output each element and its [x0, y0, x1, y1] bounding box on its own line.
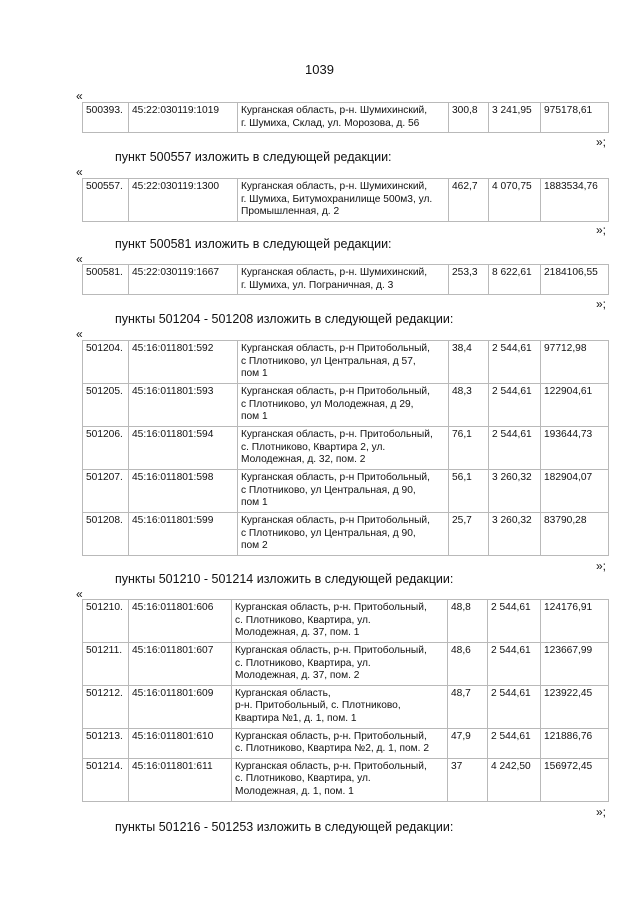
cadastral-number: 45:16:011801:598 — [129, 470, 238, 513]
address: Курганская область, р-н. Притобольный, с. Плотниково, Квартира №2, д. 1, пом. 2 — [232, 728, 448, 758]
table-row — [83, 179, 609, 222]
address: Курганская область, р-н. Шумихинский, г. Шумиха, Битумохранилище 500м3, ул. Промышленная, д. 2 — [238, 179, 449, 222]
area: 76,1 — [449, 427, 489, 470]
area: 253,3 — [449, 265, 489, 295]
address: Курганская область, р-н. Шумихинский, г. Шумиха, Склад, ул. Морозова, д. 56 — [238, 103, 449, 133]
address: Курганская область, р-н. Притобольный, с. Плотниково, Квартира №1, д. 1, пом. 1 — [232, 685, 448, 728]
cadastral-number: 45:16:011801:592 — [129, 341, 238, 384]
table-row — [83, 103, 609, 133]
cadastral-value: 97712,98 — [541, 341, 609, 384]
table-row — [83, 470, 609, 513]
rate: 2 544,61 — [488, 600, 541, 643]
address: Курганская область, р-н. Притобольный, с. Плотниково, Квартира, ул. Молодежная, д. 37, пом. 2 — [232, 643, 448, 686]
row-number: 501208. — [83, 513, 129, 556]
cadastral-value: 1883534,76 — [541, 179, 609, 222]
cadastral-value: 122904,61 — [541, 384, 609, 427]
cadastral-number: 45:16:011801:593 — [129, 384, 238, 427]
address: Курганская область, р-н. Притобольный, с. Плотниково, Квартира, ул. Молодежная, д. 37, пом. 1 — [232, 600, 448, 643]
rate: 3 241,95 — [489, 103, 541, 133]
cadastral-value: 123922,45 — [541, 685, 609, 728]
address: Курганская область, р-н Притобольный, с Плотниково, ул Молодежная, д 29, пом 1 — [238, 384, 449, 427]
address: Курганская область, р-н Притобольный, с Плотниково, ул Центральная, д 57, пом 1 — [238, 341, 449, 384]
cadastral-number: 45:22:030119:1667 — [129, 265, 238, 295]
rate: 3 260,32 — [489, 470, 541, 513]
area: 47,9 — [448, 728, 488, 758]
cadastral-number: 45:16:011801:611 — [129, 758, 232, 801]
row-number: 501206. — [83, 427, 129, 470]
rate: 2 544,61 — [489, 384, 541, 427]
page-number: 1039 — [305, 62, 334, 77]
area: 462,7 — [449, 179, 489, 222]
open-quote: « — [76, 252, 83, 266]
row-number: 501205. — [83, 384, 129, 427]
area: 48,7 — [448, 685, 488, 728]
cadastral-number: 45:16:011801:607 — [129, 643, 232, 686]
close-quote: »; — [596, 297, 607, 311]
area: 300,8 — [449, 103, 489, 133]
close-quote: »; — [596, 805, 607, 819]
cadastral-value: 83790,28 — [541, 513, 609, 556]
row-number: 501213. — [83, 728, 129, 758]
rate: 8 622,61 — [489, 265, 541, 295]
area: 25,7 — [449, 513, 489, 556]
property-table — [82, 264, 609, 295]
table-row — [83, 758, 609, 801]
address: Курганская область, р-н Притобольный, с Плотниково, ул Центральная, д 90, пом 1 — [238, 470, 449, 513]
table-row — [83, 643, 609, 686]
cadastral-value: 182904,07 — [541, 470, 609, 513]
instruction-text: пункты 501204 - 501208 изложить в следующей редакции: — [115, 312, 454, 326]
cadastral-value: 2184106,55 — [541, 265, 609, 295]
cadastral-value: 975178,61 — [541, 103, 609, 133]
table-row — [83, 728, 609, 758]
table-row — [83, 685, 609, 728]
cadastral-value: 193644,73 — [541, 427, 609, 470]
table-row — [83, 265, 609, 295]
rate: 3 260,32 — [489, 513, 541, 556]
rate: 2 544,61 — [488, 728, 541, 758]
row-number: 501211. — [83, 643, 129, 686]
close-quote: »; — [596, 223, 607, 237]
table-row — [83, 600, 609, 643]
cadastral-number: 45:22:030119:1300 — [129, 179, 238, 222]
row-number: 501207. — [83, 470, 129, 513]
address: Курганская область, р-н. Шумихинский, г. Шумиха, ул. Пограничная, д. 3 — [238, 265, 449, 295]
close-quote: »; — [596, 135, 607, 149]
cadastral-number: 45:16:011801:609 — [129, 685, 232, 728]
open-quote: « — [76, 89, 83, 103]
rate: 4 070,75 — [489, 179, 541, 222]
address: Курганская область, р-н. Притобольный, с. Плотниково, Квартира 2, ул. Молодежная, д. 32, пом. 2 — [238, 427, 449, 470]
cadastral-value: 123667,99 — [541, 643, 609, 686]
cadastral-number: 45:16:011801:599 — [129, 513, 238, 556]
instruction-text: пункты 501210 - 501214 изложить в следующей редакции: — [115, 572, 454, 586]
area: 37 — [448, 758, 488, 801]
address: Курганская область, р-н Притобольный, с Плотниково, ул Центральная, д 90, пом 2 — [238, 513, 449, 556]
area: 48,3 — [449, 384, 489, 427]
address: Курганская область, р-н. Притобольный, с. Плотниково, Квартира, ул. Молодежная, д. 1, пом. 1 — [232, 758, 448, 801]
row-number: 501210. — [83, 600, 129, 643]
cadastral-number: 45:16:011801:594 — [129, 427, 238, 470]
property-table — [82, 340, 609, 556]
rate: 2 544,61 — [489, 341, 541, 384]
cadastral-number: 45:22:030119:1019 — [129, 103, 238, 133]
cadastral-value: 156972,45 — [541, 758, 609, 801]
rate: 2 544,61 — [488, 685, 541, 728]
open-quote: « — [76, 327, 83, 341]
table-row — [83, 384, 609, 427]
rate: 2 544,61 — [489, 427, 541, 470]
cadastral-number: 45:16:011801:610 — [129, 728, 232, 758]
instruction-text: пункт 500581 изложить в следующей редакции: — [115, 237, 392, 251]
property-table — [82, 178, 609, 222]
area: 48,6 — [448, 643, 488, 686]
area: 48,8 — [448, 600, 488, 643]
table-row — [83, 341, 609, 384]
rate: 2 544,61 — [488, 643, 541, 686]
instruction-text: пункт 500557 изложить в следующей редакции: — [115, 150, 392, 164]
area: 38,4 — [449, 341, 489, 384]
close-quote: »; — [596, 559, 607, 573]
instruction-text: пункты 501216 - 501253 изложить в следующей редакции: — [115, 820, 454, 834]
open-quote: « — [76, 587, 83, 601]
cadastral-value: 124176,91 — [541, 600, 609, 643]
property-table — [82, 102, 609, 133]
row-number: 501214. — [83, 758, 129, 801]
open-quote: « — [76, 165, 83, 179]
property-table — [82, 599, 609, 802]
table-row — [83, 427, 609, 470]
cadastral-value: 121886,76 — [541, 728, 609, 758]
table-row — [83, 513, 609, 556]
row-number: 500393. — [83, 103, 129, 133]
row-number: 501204. — [83, 341, 129, 384]
row-number: 501212. — [83, 685, 129, 728]
rate: 4 242,50 — [488, 758, 541, 801]
row-number: 500557. — [83, 179, 129, 222]
row-number: 500581. — [83, 265, 129, 295]
area: 56,1 — [449, 470, 489, 513]
cadastral-number: 45:16:011801:606 — [129, 600, 232, 643]
